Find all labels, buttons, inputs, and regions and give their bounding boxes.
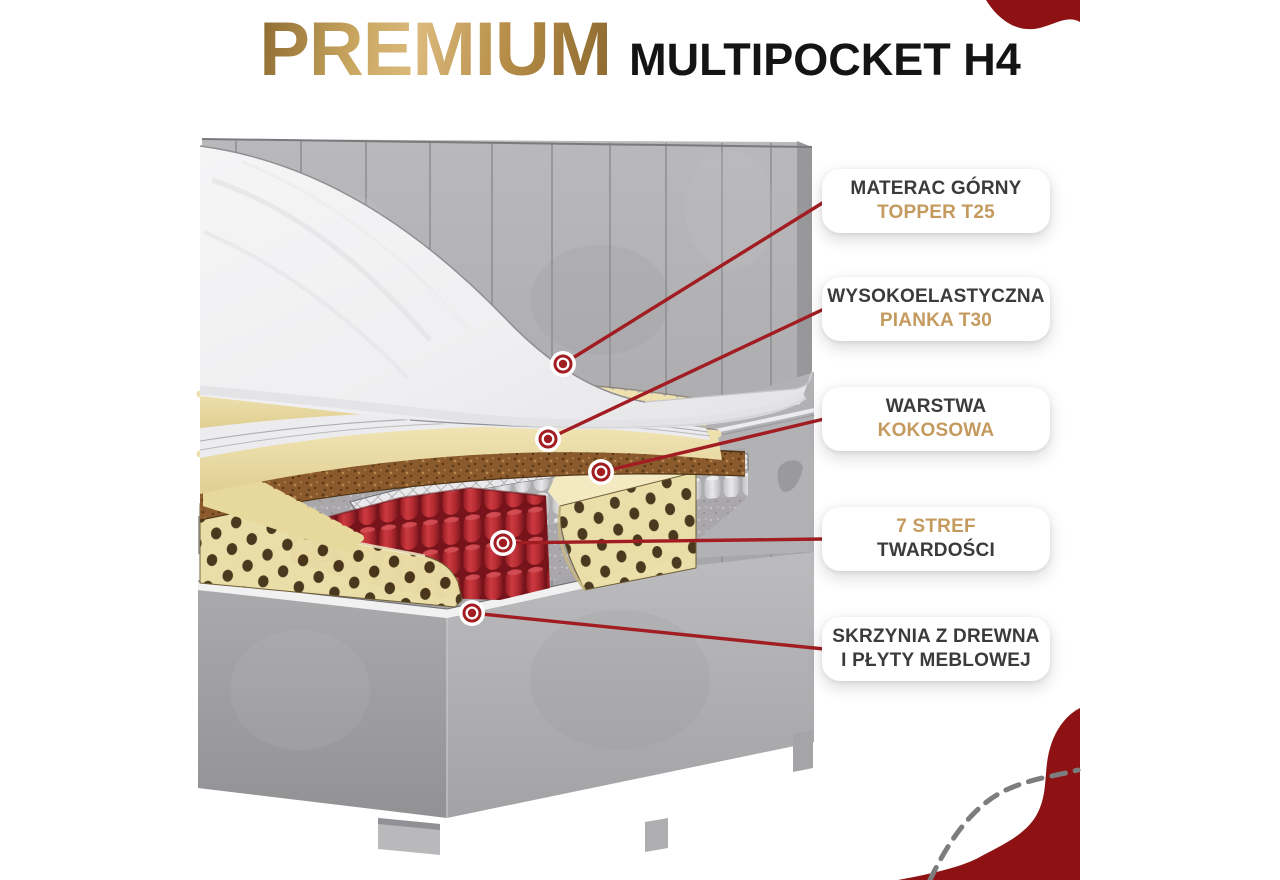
corner-blob-bottom [898, 708, 1080, 880]
callout-box-foam [822, 277, 1050, 341]
callout-line: TOPPER T25 [877, 202, 995, 223]
marker-box [459, 600, 485, 626]
callout-line: KOKOSOWA [877, 420, 995, 441]
marker-topper [550, 351, 576, 377]
marker-foam [535, 426, 561, 452]
callout-line: I PŁYTY MEBLOWEJ [841, 650, 1031, 671]
callout-line: MATERAC GÓRNY [850, 178, 1022, 199]
page-title [259, 7, 1021, 92]
callout-line: 7 STREF [896, 516, 976, 537]
callout-line: SKRZYNIA Z DREWNA [832, 626, 1040, 647]
callout-line: TWARDOŚCI [877, 540, 995, 561]
marker-coconut [588, 459, 614, 485]
brand-name: PREMIUM [259, 7, 612, 92]
callout-box-topper [822, 169, 1050, 233]
model-name: MULTIPOCKET H4 [629, 34, 1021, 85]
callout-line: PIANKA T30 [879, 310, 993, 331]
marker-zones [490, 530, 516, 556]
callout-box-zones [822, 507, 1050, 571]
callout-box-coconut [822, 387, 1050, 451]
callout-line: WYSOKOELASTYCZNA [827, 286, 1045, 307]
callout-box-storage [822, 617, 1050, 681]
callout-line: WARSTWA [885, 396, 987, 417]
